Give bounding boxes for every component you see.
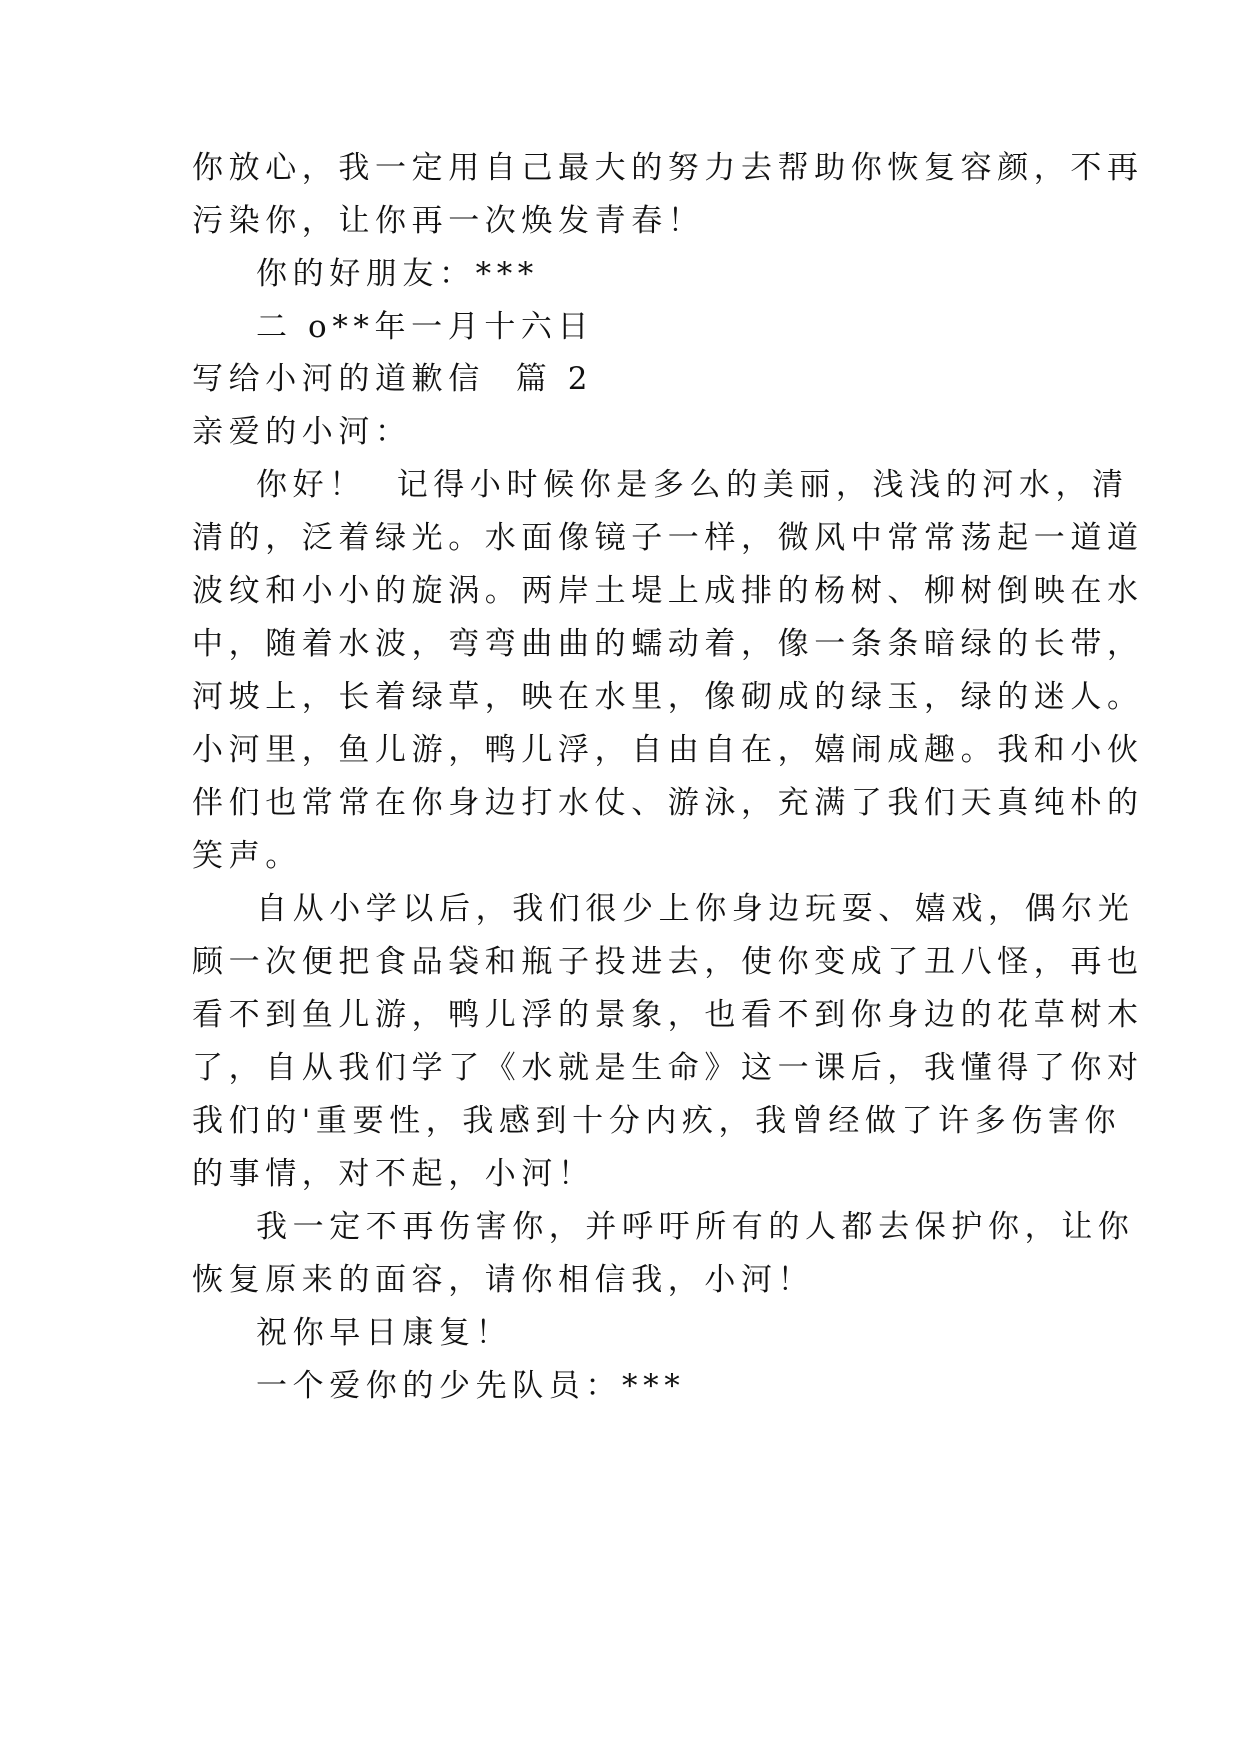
closing-line: 祝你早日康复！ bbox=[256, 1315, 513, 1351]
body-line: 我们的'重要性，我感到十分内疚，我曾经做了许多伤害你 bbox=[192, 1103, 1122, 1139]
body-line: 顾一次便把食品袋和瓶子投进去，使你变成了丑八怪，再也 bbox=[192, 944, 1144, 980]
body-line: 笑声。 bbox=[192, 838, 302, 874]
body-line: 自从小学以后，我们很少上你身边玩耍、嬉戏，偶尔光 bbox=[256, 891, 1135, 927]
body-line: 恢复原来的面容，请你相信我，小河！ bbox=[192, 1262, 815, 1298]
body-line: 我一定不再伤害你，并呼吁所有的人都去保护你，让你 bbox=[256, 1209, 1135, 1245]
body-line: 你好！ 记得小时候你是多么的美丽，浅浅的河水，清 bbox=[256, 467, 1129, 503]
body-line: 中，随着水波，弯弯曲曲的蠕动着，像一条条暗绿的长带， bbox=[192, 626, 1144, 662]
body-line: 你放心，我一定用自己最大的努力去帮助你恢复容颜，不再 bbox=[192, 150, 1144, 186]
body-line: 了，自从我们学了《水就是生命》这一课后，我懂得了你对 bbox=[192, 1050, 1144, 1086]
section-heading: 写给小河的道歉信 篇 2 bbox=[192, 361, 594, 397]
body-line: 看不到鱼儿游，鸭儿浮的景象，也看不到你身边的花草树木 bbox=[192, 997, 1144, 1033]
signature-line: 你的好朋友：*** bbox=[256, 256, 539, 292]
body-line: 波纹和小小的旋涡。两岸土堤上成排的杨树、柳树倒映在水 bbox=[192, 573, 1144, 609]
body-line: 污染你，让你再一次焕发青春！ bbox=[192, 203, 705, 239]
body-line: 伴们也常常在你身边打水仗、游泳，充满了我们天真纯朴的 bbox=[192, 785, 1144, 821]
body-line: 小河里，鱼儿游，鸭儿浮，自由自在，嬉闹成趣。我和小伙 bbox=[192, 732, 1144, 768]
signature-line: 一个爱你的少先队员：*** bbox=[256, 1368, 686, 1404]
date-line: 二 o**年一月十六日 bbox=[256, 309, 595, 345]
body-line: 清的，泛着绿光。水面像镜子一样，微风中常常荡起一道道 bbox=[192, 520, 1144, 556]
body-line: 的事情，对不起，小河！ bbox=[192, 1156, 595, 1192]
body-line: 河坡上，长着绿草，映在水里，像砌成的绿玉，绿的迷人。 bbox=[192, 679, 1144, 715]
salutation: 亲爱的小河： bbox=[192, 414, 412, 450]
